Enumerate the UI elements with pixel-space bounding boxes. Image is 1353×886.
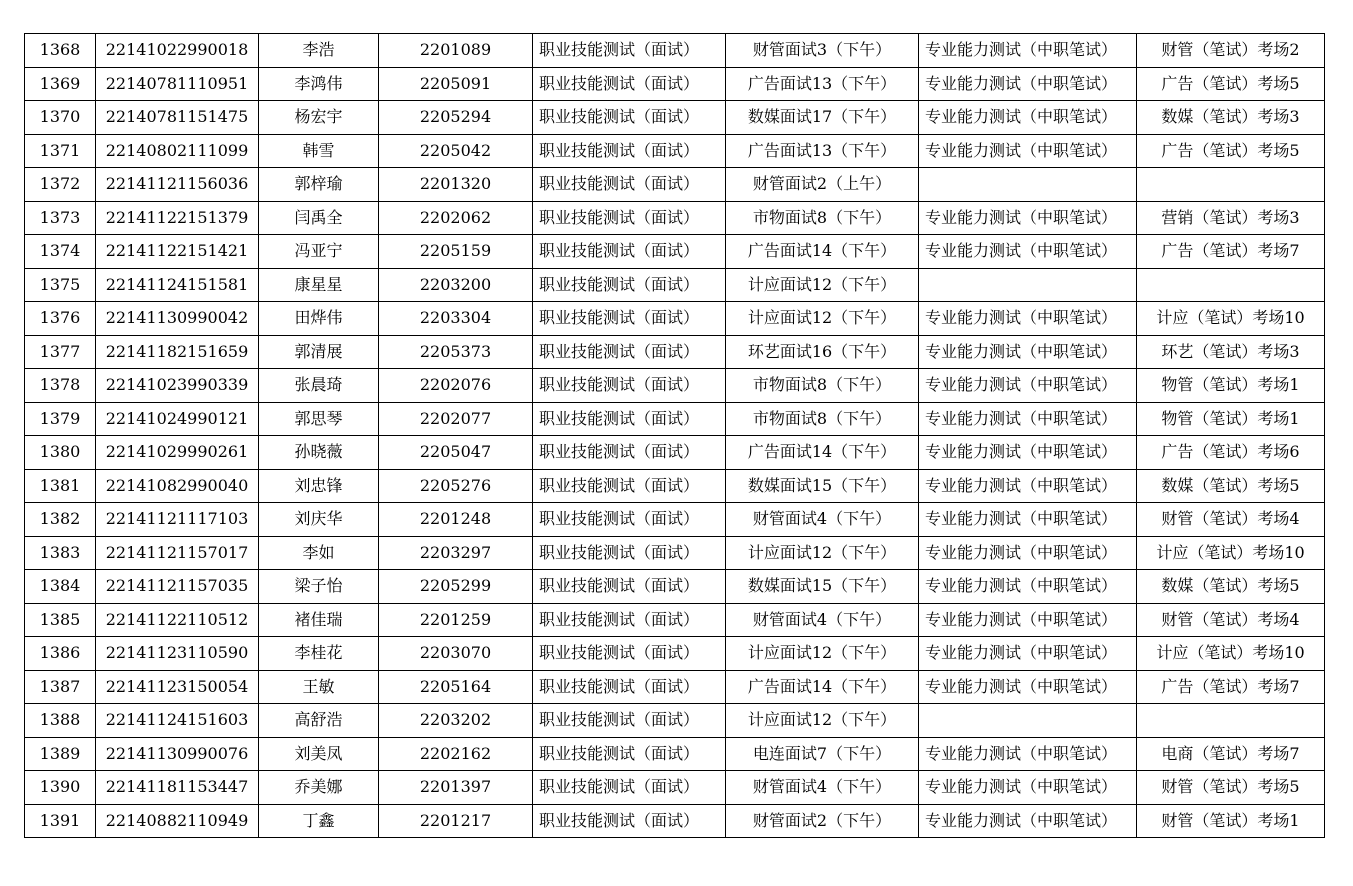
seq-cell: 1387 [25,670,96,704]
exam-number-cell: 22141123110590 [96,637,259,671]
name-cell: 郭梓瑜 [259,168,379,202]
written-test-type-cell: 专业能力测试（中职笔试） [919,503,1137,537]
name-cell: 郭清展 [259,335,379,369]
seq-cell: 1373 [25,201,96,235]
name-cell: 丁鑫 [259,804,379,838]
candidate-id-cell: 2205276 [379,469,533,503]
name-cell: 郭思琴 [259,402,379,436]
name-cell: 梁子怡 [259,570,379,604]
interview-session-cell: 市物面试8（下午） [726,201,919,235]
exam-number-cell: 22141182151659 [96,335,259,369]
candidate-id-cell: 2205047 [379,436,533,470]
written-exam-room-cell: 环艺（笔试）考场3 [1137,335,1325,369]
candidate-id-cell: 2205294 [379,101,533,135]
table-row [25,168,1325,202]
written-exam-room-cell [1137,268,1325,302]
name-cell: 李桂花 [259,637,379,671]
written-exam-room-cell: 财管（笔试）考场2 [1137,34,1325,68]
written-test-type-cell [919,704,1137,738]
test-type-cell: 职业技能测试（面试） [533,804,726,838]
seq-cell: 1378 [25,369,96,403]
seq-cell: 1384 [25,570,96,604]
interview-session-cell: 财管面试4（下午） [726,771,919,805]
candidate-id-cell: 2203297 [379,536,533,570]
written-exam-room-cell: 数媒（笔试）考场5 [1137,570,1325,604]
candidate-id-cell: 2205042 [379,134,533,168]
seq-cell: 1382 [25,503,96,537]
name-cell: 田烨伟 [259,302,379,336]
name-cell: 乔美娜 [259,771,379,805]
exam-number-cell: 22141122151379 [96,201,259,235]
candidate-id-cell: 2202076 [379,369,533,403]
written-test-type-cell: 专业能力测试（中职笔试） [919,335,1137,369]
candidate-id-cell: 2203200 [379,268,533,302]
candidate-id-cell: 2203202 [379,704,533,738]
test-type-cell: 职业技能测试（面试） [533,469,726,503]
seq-cell: 1385 [25,603,96,637]
exam-number-cell: 22141181153447 [96,771,259,805]
table-row [25,67,1325,101]
written-test-type-cell: 专业能力测试（中职笔试） [919,771,1137,805]
test-type-cell: 职业技能测试（面试） [533,201,726,235]
candidate-id-cell: 2205091 [379,67,533,101]
table-row [25,402,1325,436]
written-exam-room-cell: 广告（笔试）考场5 [1137,67,1325,101]
name-cell: 王敏 [259,670,379,704]
written-exam-room-cell: 财管（笔试）考场4 [1137,503,1325,537]
name-cell: 李鸿伟 [259,67,379,101]
seq-cell: 1375 [25,268,96,302]
written-test-type-cell [919,168,1137,202]
exam-number-cell: 22141024990121 [96,402,259,436]
written-test-type-cell: 专业能力测试（中职笔试） [919,67,1137,101]
name-cell: 刘庆华 [259,503,379,537]
interview-session-cell: 广告面试14（下午） [726,235,919,269]
test-type-cell: 职业技能测试（面试） [533,168,726,202]
written-test-type-cell: 专业能力测试（中职笔试） [919,637,1137,671]
candidate-id-cell: 2205164 [379,670,533,704]
seq-cell: 1374 [25,235,96,269]
seq-cell: 1383 [25,536,96,570]
table-row [25,603,1325,637]
written-test-type-cell: 专业能力测试（中职笔试） [919,436,1137,470]
exam-number-cell: 22141029990261 [96,436,259,470]
table-row [25,369,1325,403]
table-row [25,536,1325,570]
written-exam-room-cell [1137,704,1325,738]
interview-session-cell: 数媒面试17（下午） [726,101,919,135]
written-test-type-cell: 专业能力测试（中职笔试） [919,101,1137,135]
table-row [25,201,1325,235]
candidate-id-cell: 2201397 [379,771,533,805]
written-exam-room-cell: 数媒（笔试）考场3 [1137,101,1325,135]
name-cell: 康星星 [259,268,379,302]
table-row [25,771,1325,805]
name-cell: 褚佳瑞 [259,603,379,637]
written-test-type-cell: 专业能力测试（中职笔试） [919,302,1137,336]
exam-number-cell: 22141023990339 [96,369,259,403]
name-cell: 张晨琦 [259,369,379,403]
name-cell: 李浩 [259,34,379,68]
candidate-id-cell: 2205299 [379,570,533,604]
written-exam-room-cell: 计应（笔试）考场10 [1137,536,1325,570]
exam-number-cell: 22141121157017 [96,536,259,570]
test-type-cell: 职业技能测试（面试） [533,536,726,570]
candidate-id-cell: 2205159 [379,235,533,269]
test-type-cell: 职业技能测试（面试） [533,704,726,738]
candidate-id-cell: 2202162 [379,737,533,771]
candidate-id-cell: 2201217 [379,804,533,838]
written-test-type-cell: 专业能力测试（中职笔试） [919,536,1137,570]
candidate-id-cell: 2201089 [379,34,533,68]
written-test-type-cell: 专业能力测试（中职笔试） [919,235,1137,269]
exam-number-cell: 22141124151603 [96,704,259,738]
seq-cell: 1389 [25,737,96,771]
test-type-cell: 职业技能测试（面试） [533,101,726,135]
exam-number-cell: 22141121117103 [96,503,259,537]
written-test-type-cell: 专业能力测试（中职笔试） [919,737,1137,771]
exam-schedule-sheet [24,33,1324,838]
exam-number-cell: 22141022990018 [96,34,259,68]
table-row [25,704,1325,738]
table-row [25,670,1325,704]
name-cell: 韩雪 [259,134,379,168]
test-type-cell: 职业技能测试（面试） [533,603,726,637]
seq-cell: 1371 [25,134,96,168]
written-exam-room-cell: 广告（笔试）考场5 [1137,134,1325,168]
interview-session-cell: 数媒面试15（下午） [726,469,919,503]
seq-cell: 1390 [25,771,96,805]
interview-session-cell: 计应面试12（下午） [726,637,919,671]
candidate-id-cell: 2203070 [379,637,533,671]
name-cell: 李如 [259,536,379,570]
seq-cell: 1368 [25,34,96,68]
interview-session-cell: 电连面试7（下午） [726,737,919,771]
name-cell: 刘忠锋 [259,469,379,503]
test-type-cell: 职业技能测试（面试） [533,737,726,771]
test-type-cell: 职业技能测试（面试） [533,436,726,470]
table-row [25,235,1325,269]
interview-session-cell: 计应面试12（下午） [726,268,919,302]
table-row [25,503,1325,537]
written-exam-room-cell: 财管（笔试）考场5 [1137,771,1325,805]
interview-session-cell: 广告面试14（下午） [726,436,919,470]
exam-number-cell: 22141121157035 [96,570,259,604]
test-type-cell: 职业技能测试（面试） [533,134,726,168]
written-test-type-cell: 专业能力测试（中职笔试） [919,603,1137,637]
interview-session-cell: 财管面试3（下午） [726,34,919,68]
interview-session-cell: 广告面试14（下午） [726,670,919,704]
interview-session-cell: 环艺面试16（下午） [726,335,919,369]
test-type-cell: 职业技能测试（面试） [533,570,726,604]
written-exam-room-cell: 物管（笔试）考场1 [1137,402,1325,436]
exam-number-cell: 22140781110951 [96,67,259,101]
seq-cell: 1369 [25,67,96,101]
test-type-cell: 职业技能测试（面试） [533,268,726,302]
written-test-type-cell: 专业能力测试（中职笔试） [919,34,1137,68]
name-cell: 孙晓薇 [259,436,379,470]
table-body [25,34,1325,838]
interview-session-cell: 财管面试4（下午） [726,503,919,537]
table-row [25,34,1325,68]
exam-number-cell: 22141082990040 [96,469,259,503]
written-test-type-cell: 专业能力测试（中职笔试） [919,402,1137,436]
table-row [25,469,1325,503]
written-test-type-cell: 专业能力测试（中职笔试） [919,134,1137,168]
seq-cell: 1380 [25,436,96,470]
name-cell: 高舒浩 [259,704,379,738]
written-exam-room-cell: 计应（笔试）考场10 [1137,302,1325,336]
test-type-cell: 职业技能测试（面试） [533,235,726,269]
exam-number-cell: 22141123150054 [96,670,259,704]
test-type-cell: 职业技能测试（面试） [533,335,726,369]
written-exam-room-cell: 财管（笔试）考场4 [1137,603,1325,637]
test-type-cell: 职业技能测试（面试） [533,34,726,68]
table-row [25,804,1325,838]
seq-cell: 1377 [25,335,96,369]
written-exam-room-cell: 营销（笔试）考场3 [1137,201,1325,235]
written-exam-room-cell: 数媒（笔试）考场5 [1137,469,1325,503]
table-row [25,436,1325,470]
interview-session-cell: 市物面试8（下午） [726,402,919,436]
table-row [25,101,1325,135]
test-type-cell: 职业技能测试（面试） [533,369,726,403]
interview-session-cell: 市物面试8（下午） [726,369,919,403]
written-exam-room-cell: 电商（笔试）考场7 [1137,737,1325,771]
seq-cell: 1386 [25,637,96,671]
written-exam-room-cell [1137,168,1325,202]
table-row [25,335,1325,369]
name-cell: 闫禹全 [259,201,379,235]
exam-number-cell: 22141130990042 [96,302,259,336]
written-exam-room-cell: 广告（笔试）考场6 [1137,436,1325,470]
table-row [25,570,1325,604]
exam-number-cell: 22141122151421 [96,235,259,269]
interview-session-cell: 数媒面试15（下午） [726,570,919,604]
exam-number-cell: 22141130990076 [96,737,259,771]
table-row [25,302,1325,336]
exam-number-cell: 22140882110949 [96,804,259,838]
table-row [25,637,1325,671]
candidate-id-cell: 2201248 [379,503,533,537]
test-type-cell: 职业技能测试（面试） [533,771,726,805]
written-test-type-cell: 专业能力测试（中职笔试） [919,670,1137,704]
written-test-type-cell: 专业能力测试（中职笔试） [919,469,1137,503]
name-cell: 杨宏宇 [259,101,379,135]
exam-number-cell: 22141122110512 [96,603,259,637]
seq-cell: 1370 [25,101,96,135]
written-test-type-cell: 专业能力测试（中职笔试） [919,369,1137,403]
seq-cell: 1372 [25,168,96,202]
interview-session-cell: 广告面试13（下午） [726,134,919,168]
candidate-id-cell: 2203304 [379,302,533,336]
table-row [25,268,1325,302]
candidate-id-cell: 2201259 [379,603,533,637]
seq-cell: 1379 [25,402,96,436]
written-test-type-cell: 专业能力测试（中职笔试） [919,570,1137,604]
test-type-cell: 职业技能测试（面试） [533,402,726,436]
exam-schedule-table [24,33,1325,838]
exam-number-cell: 22140802111099 [96,134,259,168]
written-test-type-cell: 专业能力测试（中职笔试） [919,201,1137,235]
candidate-id-cell: 2205373 [379,335,533,369]
candidate-id-cell: 2201320 [379,168,533,202]
seq-cell: 1376 [25,302,96,336]
test-type-cell: 职业技能测试（面试） [533,503,726,537]
interview-session-cell: 计应面试12（下午） [726,302,919,336]
test-type-cell: 职业技能测试（面试） [533,302,726,336]
candidate-id-cell: 2202062 [379,201,533,235]
name-cell: 冯亚宁 [259,235,379,269]
exam-number-cell: 22140781151475 [96,101,259,135]
interview-session-cell: 财管面试2（下午） [726,804,919,838]
table-row [25,737,1325,771]
written-exam-room-cell: 广告（笔试）考场7 [1137,670,1325,704]
name-cell: 刘美凤 [259,737,379,771]
exam-number-cell: 22141124151581 [96,268,259,302]
exam-number-cell: 22141121156036 [96,168,259,202]
written-exam-room-cell: 物管（笔试）考场1 [1137,369,1325,403]
test-type-cell: 职业技能测试（面试） [533,670,726,704]
seq-cell: 1391 [25,804,96,838]
seq-cell: 1381 [25,469,96,503]
written-test-type-cell: 专业能力测试（中职笔试） [919,804,1137,838]
interview-session-cell: 财管面试4（下午） [726,603,919,637]
candidate-id-cell: 2202077 [379,402,533,436]
written-test-type-cell [919,268,1137,302]
written-exam-room-cell: 计应（笔试）考场10 [1137,637,1325,671]
test-type-cell: 职业技能测试（面试） [533,67,726,101]
interview-session-cell: 计应面试12（下午） [726,704,919,738]
interview-session-cell: 财管面试2（上午） [726,168,919,202]
written-exam-room-cell: 财管（笔试）考场1 [1137,804,1325,838]
seq-cell: 1388 [25,704,96,738]
test-type-cell: 职业技能测试（面试） [533,637,726,671]
interview-session-cell: 广告面试13（下午） [726,67,919,101]
table-row [25,134,1325,168]
written-exam-room-cell: 广告（笔试）考场7 [1137,235,1325,269]
interview-session-cell: 计应面试12（下午） [726,536,919,570]
